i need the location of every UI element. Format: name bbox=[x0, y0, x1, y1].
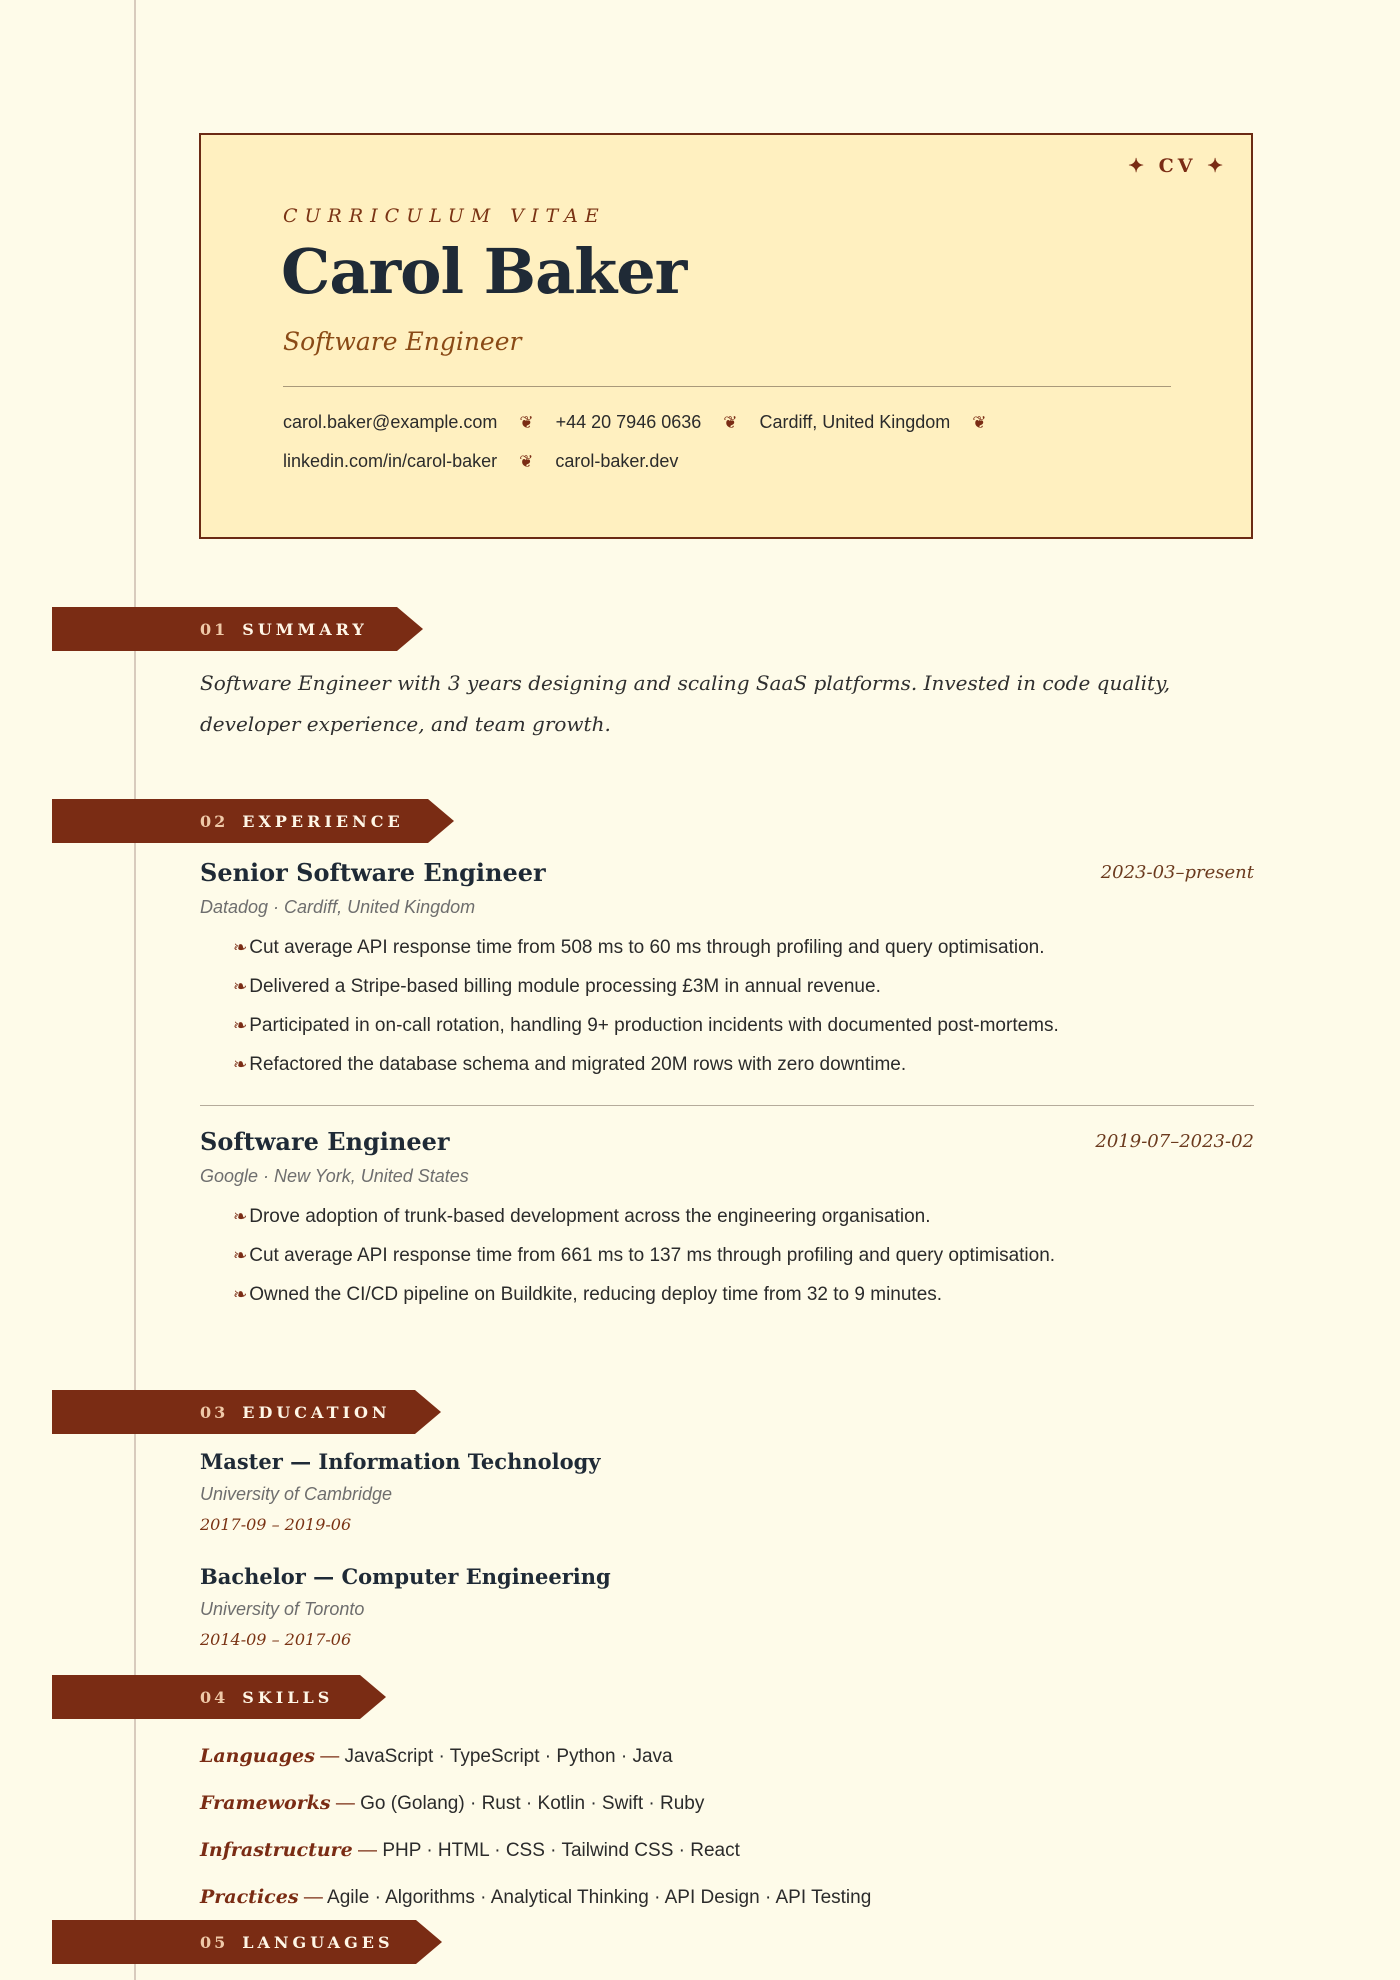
contact-linkedin[interactable]: linkedin.com/in/carol-baker bbox=[283, 451, 498, 471]
skill-category: Frameworks bbox=[200, 1792, 331, 1814]
skill-category: Languages bbox=[200, 1745, 315, 1767]
candidate-role: Software Engineer bbox=[283, 327, 522, 356]
skill-dash: — bbox=[303, 1887, 323, 1908]
skills-list bbox=[200, 1733, 871, 1921]
cv-mark: ✦ CV ✦ bbox=[1128, 155, 1227, 177]
bullet-icon: ❧ bbox=[233, 938, 248, 957]
bullet-text: Cut average API response time from 508 ms to 60 ms through profiling and query optimisation. bbox=[249, 937, 1045, 958]
section-banner-skills bbox=[52, 1675, 360, 1719]
skill-items: Agile · Algorithms · Analytical Thinking · API Design · API Testing bbox=[327, 1887, 872, 1908]
section-number: 03 bbox=[200, 1402, 229, 1422]
bullet-icon: ❧ bbox=[233, 977, 248, 996]
job-bullets bbox=[200, 928, 1254, 1084]
skill-dash: — bbox=[320, 1746, 340, 1767]
education-dates: 2017-09 – 2019-06 bbox=[200, 1515, 352, 1534]
degree-title: Bachelor — Computer Engineering bbox=[200, 1564, 611, 1589]
skill-category: Infrastructure bbox=[200, 1839, 353, 1861]
eyebrow-label: CURRICULUM VITAE bbox=[283, 205, 606, 227]
skill-items: JavaScript · TypeScript · Python · Java bbox=[344, 1746, 673, 1767]
bullet-icon: ❧ bbox=[233, 1055, 248, 1074]
education-entry bbox=[200, 1564, 611, 1649]
section-number: 04 bbox=[200, 1687, 229, 1707]
skill-row bbox=[200, 1827, 871, 1874]
header-card bbox=[199, 133, 1253, 539]
bullet-icon: ❧ bbox=[233, 1207, 248, 1226]
list-item bbox=[233, 1197, 1254, 1236]
section-number: 01 bbox=[200, 619, 229, 639]
bullet-icon: ❧ bbox=[233, 1016, 248, 1035]
separator-icon: ❦ bbox=[972, 413, 987, 432]
bullet-text: Cut average API response time from 661 ms to 137 ms through profiling and query optimisation. bbox=[249, 1245, 1056, 1266]
list-item bbox=[233, 1275, 1254, 1314]
education-dates: 2014-09 – 2017-06 bbox=[200, 1630, 352, 1649]
list-item bbox=[233, 1236, 1254, 1275]
school-name: University of Toronto bbox=[200, 1599, 365, 1619]
bullet-text: Refactored the database schema and migrated 20M rows with zero downtime. bbox=[249, 1054, 907, 1075]
candidate-name: Carol Baker bbox=[281, 235, 687, 308]
job-entry bbox=[200, 858, 1254, 1084]
bullet-text: Delivered a Stripe-based billing module processing £3M in annual revenue. bbox=[249, 976, 881, 997]
contact-list bbox=[283, 403, 1163, 481]
section-number: 02 bbox=[200, 811, 229, 831]
degree-title: Master — Information Technology bbox=[200, 1449, 601, 1474]
section-banner-experience bbox=[52, 799, 428, 843]
summary-text: Software Engineer with 3 years designing and scaling SaaS platforms. Invested in code quality, developer experience, and team growth. bbox=[200, 671, 1171, 736]
section-number: 05 bbox=[200, 1932, 229, 1952]
skill-dash: — bbox=[335, 1793, 355, 1814]
skill-row bbox=[200, 1874, 871, 1921]
skill-category: Practices bbox=[200, 1886, 299, 1908]
job-organization: Google · New York, United States bbox=[200, 1166, 469, 1186]
job-dates: 2019-07–2023-02 bbox=[1095, 1131, 1254, 1152]
separator-icon: ❦ bbox=[519, 413, 534, 432]
job-title: Software Engineer bbox=[200, 1127, 450, 1156]
bullet-text: Drove adoption of trunk-based development across the engineering organisation. bbox=[249, 1206, 931, 1227]
job-title: Senior Software Engineer bbox=[200, 858, 546, 887]
bullet-text: Owned the CI/CD pipeline on Buildkite, reducing deploy time from 32 to 9 minutes. bbox=[249, 1284, 943, 1305]
section-banner-languages bbox=[52, 1920, 416, 1964]
separator-icon: ❦ bbox=[723, 413, 738, 432]
skill-row bbox=[200, 1780, 871, 1827]
school-name: University of Cambridge bbox=[200, 1484, 393, 1504]
section-title: LANGUAGES bbox=[242, 1932, 394, 1952]
section-title: EDUCATION bbox=[242, 1402, 391, 1422]
separator-icon: ❦ bbox=[519, 452, 534, 471]
skill-items: PHP · HTML · CSS · Tailwind CSS · React bbox=[382, 1840, 740, 1861]
section-title: SUMMARY bbox=[242, 619, 368, 639]
job-dates: 2023-03–present bbox=[1100, 862, 1254, 883]
section-banner-summary bbox=[52, 607, 397, 651]
education-entry bbox=[200, 1449, 601, 1534]
job-bullets bbox=[200, 1197, 1254, 1314]
header-divider bbox=[283, 386, 1171, 387]
bullet-icon: ❧ bbox=[233, 1246, 248, 1265]
contact-phone[interactable]: +44 20 7946 0636 bbox=[555, 412, 702, 432]
list-item bbox=[233, 1045, 1254, 1084]
section-title: EXPERIENCE bbox=[242, 811, 404, 831]
section-banner-education bbox=[52, 1390, 415, 1434]
list-item bbox=[233, 1006, 1254, 1045]
skill-row bbox=[200, 1733, 871, 1780]
list-item bbox=[233, 928, 1254, 967]
contact-location: Cardiff, United Kingdom bbox=[759, 412, 951, 432]
bullet-icon: ❧ bbox=[233, 1285, 248, 1304]
section-title: SKILLS bbox=[242, 1687, 334, 1707]
contact-website[interactable]: carol-baker.dev bbox=[555, 451, 679, 471]
contact-email[interactable]: carol.baker@example.com bbox=[283, 412, 498, 432]
bullet-text: Participated in on-call rotation, handling 9+ production incidents with documented post-mortems. bbox=[249, 1015, 1059, 1036]
job-divider bbox=[200, 1105, 1254, 1106]
skill-items: Go (Golang) · Rust · Kotlin · Swift · Ruby bbox=[360, 1793, 705, 1814]
job-entry bbox=[200, 1127, 1254, 1314]
skill-dash: — bbox=[358, 1840, 378, 1861]
list-item bbox=[233, 967, 1254, 1006]
job-organization: Datadog · Cardiff, United Kingdom bbox=[200, 897, 476, 917]
